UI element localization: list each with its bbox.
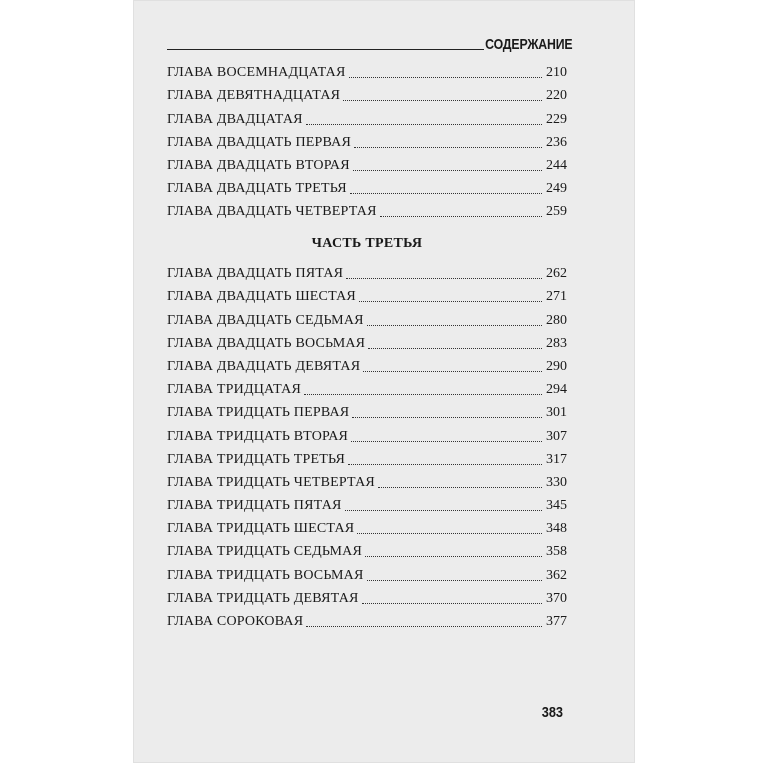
toc-leader-dots (380, 216, 542, 217)
toc-entry-title: ГЛАВА ТРИДЦАТЬ ВОСЬМАЯ (167, 567, 364, 583)
toc-entry (167, 174, 567, 197)
header-rule (167, 49, 484, 50)
toc-entry (167, 560, 567, 583)
toc-entry (167, 398, 567, 421)
toc-leader-dots (306, 626, 542, 627)
toc-entry (167, 104, 567, 127)
toc-entry (167, 537, 567, 560)
toc-entry-title: ГЛАВА ДВАДЦАТЬ ШЕСТАЯ (167, 289, 356, 305)
toc-entry-title: ГЛАВА ДВАДЦАТЬ ЧЕТВЕРТАЯ (167, 204, 377, 220)
toc-entry-page: 370 (546, 590, 567, 606)
toc-entry-page: 348 (546, 521, 567, 537)
toc-entry-title: ГЛАВА ДЕВЯТНАДЦАТАЯ (167, 88, 341, 104)
toc-entry-title: ГЛАВА ТРИДЦАТЬ СЕДЬМАЯ (167, 544, 363, 560)
toc-list-part-3 (167, 259, 567, 630)
toc-entry-title: ГЛАВА ДВАДЦАТЬ ДЕВЯТАЯ (167, 358, 361, 374)
toc-entry (167, 329, 567, 352)
toc-entry-page: 244 (546, 157, 567, 173)
toc-entry (167, 259, 567, 282)
toc-leader-dots (378, 487, 542, 488)
toc-entry-page: 317 (546, 451, 567, 467)
toc-entry-page: 259 (546, 204, 567, 220)
toc-entry-title: ГЛАВА ВОСЕМНАДЦАТАЯ (167, 65, 346, 81)
toc-leader-dots (359, 301, 542, 302)
toc-leader-dots (306, 124, 542, 125)
toc-entry-title: ГЛАВА ТРИДЦАТЬ ПЕРВАЯ (167, 405, 350, 421)
toc-entry-page: 280 (546, 312, 567, 328)
toc-leader-dots (363, 371, 542, 372)
toc-entry-page: 362 (546, 567, 567, 583)
toc-entry-page: 236 (546, 134, 567, 150)
toc-leader-dots (350, 193, 542, 194)
toc-entry (167, 81, 567, 104)
toc-entry-page: 271 (546, 289, 567, 305)
toc-leader-dots (353, 170, 542, 171)
toc-entry (167, 197, 567, 220)
toc-entry-page: 307 (546, 428, 567, 444)
toc-entry (167, 58, 567, 81)
toc-leader-dots (304, 394, 542, 395)
toc-entry-title: ГЛАВА ТРИДЦАТЬ ШЕСТАЯ (167, 521, 355, 537)
toc-leader-dots (349, 77, 542, 78)
toc-entry-title: ГЛАВА ТРИДЦАТЬ ЧЕТВЕРТАЯ (167, 474, 375, 490)
toc-entry-page: 290 (546, 358, 567, 374)
section-heading: ЧАСТЬ ТРЕТЬЯ (311, 236, 423, 251)
toc-leader-dots (365, 556, 542, 557)
toc-leader-dots (346, 278, 542, 279)
toc-entry-title: ГЛАВА ТРИДЦАТЬ ТРЕТЬЯ (167, 451, 346, 467)
toc-list-part-2 (167, 58, 567, 220)
toc-entry-page: 249 (546, 181, 567, 197)
page-number: 383 (541, 704, 563, 721)
toc-entry-page: 358 (546, 544, 567, 560)
toc-entry-page: 220 (546, 88, 567, 104)
toc-entry-title: ГЛАВА ДВАДЦАТЬ ПЯТАЯ (167, 266, 344, 282)
toc-entry (167, 445, 567, 468)
toc-leader-dots (357, 533, 542, 534)
toc-leader-dots (362, 603, 542, 604)
page-header (167, 30, 572, 52)
toc-leader-dots (345, 510, 542, 511)
toc-entry (167, 491, 567, 514)
toc-leader-dots (354, 147, 542, 148)
toc-entry-page: 283 (546, 335, 567, 351)
toc-entry-title: ГЛАВА ДВАДЦАТЬ ПЕРВАЯ (167, 134, 352, 150)
toc-entry-page: 294 (546, 382, 567, 398)
toc-entry-title: ГЛАВА СОРОКОВАЯ (167, 614, 304, 629)
toc-entry-page: 345 (546, 498, 567, 514)
toc-entry-title: ГЛАВА ДВАДЦАТАЯ (167, 111, 303, 127)
toc-leader-dots (343, 100, 542, 101)
toc-leader-dots (368, 348, 542, 349)
toc-entry (167, 128, 567, 151)
toc-entry-title: ГЛАВА ТРИДЦАТЬ ДЕВЯТАЯ (167, 590, 359, 606)
toc-leader-dots (352, 417, 542, 418)
toc-entry-page: 377 (546, 614, 567, 629)
toc-entry (167, 514, 567, 537)
toc-entry-page: 301 (546, 405, 567, 421)
toc-entry-title: ГЛАВА ТРИДЦАТЬ ПЯТАЯ (167, 498, 342, 514)
toc-entry (167, 375, 567, 398)
toc-entry-page: 229 (546, 111, 567, 127)
toc-entry (167, 305, 567, 328)
toc-entry (167, 584, 567, 607)
toc-entry-title: ГЛАВА ДВАДЦАТЬ СЕДЬМАЯ (167, 312, 364, 328)
toc-leader-dots (348, 464, 542, 465)
header-title: СОДЕРЖАНИЕ (484, 36, 572, 53)
toc-entry-page: 210 (546, 65, 567, 81)
toc-leader-dots (367, 325, 542, 326)
toc-entry-page: 330 (546, 474, 567, 490)
toc-entry-title: ГЛАВА ДВАДЦАТЬ ТРЕТЬЯ (167, 181, 347, 197)
toc-entry-title: ГЛАВА ТРИДЦАТАЯ (167, 382, 302, 398)
toc-entry (167, 151, 567, 174)
toc-entry-title: ГЛАВА ДВАДЦАТЬ ВОСЬМАЯ (167, 335, 366, 351)
toc-entry-title: ГЛАВА ДВАДЦАТЬ ВТОРАЯ (167, 157, 350, 173)
toc-entry-page: 262 (546, 266, 567, 282)
toc-entry (167, 468, 567, 491)
toc-entry (167, 421, 567, 444)
toc-entry (167, 607, 567, 630)
toc-leader-dots (351, 441, 542, 442)
toc-entry (167, 352, 567, 375)
toc-entry (167, 282, 567, 305)
toc-entry-title: ГЛАВА ТРИДЦАТЬ ВТОРАЯ (167, 428, 349, 444)
toc-leader-dots (367, 580, 542, 581)
